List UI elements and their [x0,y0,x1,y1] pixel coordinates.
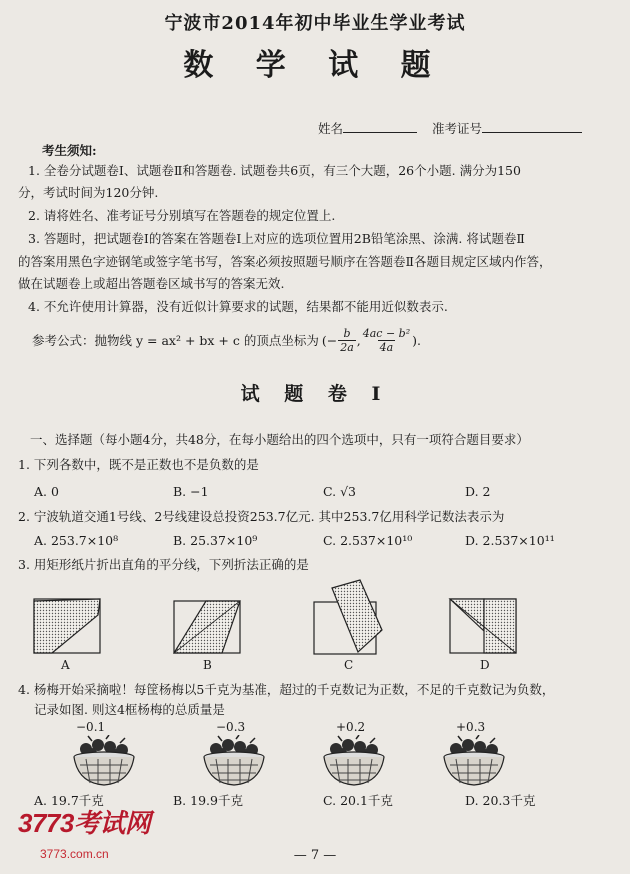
basket-value-4: +0.3 [456,720,486,734]
exam-title: 宁波市2014年初中毕业生学业考试 [164,13,466,34]
id-field [432,120,582,137]
instruction-2: 2. 请将姓名、准考证号分别填写在答题卷的规定位置上. [28,208,336,223]
basket-icon-3 [318,735,390,787]
name-label: 姓名 [318,121,344,136]
instruction-1-line-2: 分，考试时间为120分钟. [18,185,159,200]
id-label: 准考证号 [432,121,483,136]
q3-figure-c [310,578,385,656]
q3-label-a: A [61,658,70,672]
basket-icon-1 [68,735,140,787]
basket-value-1: −0.1 [76,720,106,734]
instructions-heading: 考生须知: [42,143,97,158]
q2-option-b: B. 25.37×10⁹ [173,533,258,548]
q1-option-c: C. √3 [323,484,356,499]
basket-value-2: −0.3 [216,720,246,734]
q3-figure-d [446,585,521,655]
instruction-3-line-1: 3. 答题时，把试题卷Ⅰ的答案在答题卷Ⅰ上对应的选项位置用2B铅笔涂黑、涂满. 将试题卷Ⅱ [28,231,525,246]
formula-fraction-1 [338,327,356,354]
formula-num-2: 4ac − b² [362,326,411,340]
q2-option-d: D. 2.537×10¹¹ [465,533,555,548]
q3-label-d: D [480,658,490,672]
formula-open: (− [321,332,338,348]
q4-option-a: A. 19.7千克 [34,793,104,808]
basket-icon-2 [198,735,270,787]
basket-icon-4 [438,735,510,787]
basket-value-3: +0.2 [336,720,366,734]
q1-option-d: D. 2 [465,484,491,499]
formula-comma: , [356,332,361,348]
q3-stem: 3. 用矩形纸片折出直角的平分线，下列折法正确的是 [18,557,309,572]
formula-num-1: b [343,326,351,340]
name-field [318,120,417,137]
q4-option-b: B. 19.9千克 [173,793,243,808]
q2-option-c: C. 2.537×10¹⁰ [323,533,413,548]
formula-fraction-2 [363,327,410,354]
instruction-4: 4. 不允许使用计算器，没有近似计算要求的试题，结果都不能用近似数表示. [28,299,448,314]
q1-stem: 1. 下列各数中，既不是正数也不是负数的是 [18,457,259,472]
q3-label-c: C [344,658,354,672]
q4-stem-line-2: 记录如图. 则这4框杨梅的总质量是 [34,702,225,717]
watermark-logo: 3773考试网 [18,808,151,838]
q4-option-c: C. 20.1千克 [323,793,393,808]
q3-figure-b [170,585,245,655]
part-1-heading: 一、选择题（每小题4分，共48分，在每小题给出的四个选项中，只有一项符合题目要求） [30,432,529,447]
name-blank [343,120,417,133]
q2-stem: 2. 宁波轨道交通1号线、2号线建设总投资253.7亿元. 其中253.7亿用科学记数法表示为 [18,509,505,524]
q3-label-b: B [203,658,212,672]
q3-figure-a [30,585,105,655]
formula-close: ). [412,332,421,348]
instruction-3-line-2: 的答案用黑色字迹钢笔或签字笔书写，答案必须按照题号顺序在答题卷Ⅱ各题目规定区域内作答， [18,254,552,269]
q4-option-d: D. 20.3千克 [465,793,536,808]
formula-prefix: 参考公式：抛物线 y = ax² + bx + c 的顶点坐标为 [32,333,319,348]
section-title: 试 题 卷 Ⅰ [240,383,390,405]
formula-den-2: 4a [379,340,394,354]
instruction-3-line-3: 做在试题卷上或超出答题卷区域书写的答案无效. [18,276,285,291]
q2-option-a: A. 253.7×10⁸ [34,533,119,548]
watermark-url: 3773.com.cn [40,847,109,861]
id-blank [482,120,582,133]
q1-option-b: B. −1 [173,484,209,499]
reference-formula [32,322,421,358]
page-number: — 7 — [293,848,337,863]
subject-title: 数 学 试 题 [183,48,447,83]
q1-option-a: A. 0 [34,484,59,499]
formula-den-1: 2a [340,340,354,354]
q4-stem-line-1: 4. 杨梅开始采摘啦！每筐杨梅以5千克为基准，超过的千克数记为正数，不足的千克数记为负数， [18,682,555,697]
instruction-1-line-1: 1. 全卷分试题卷Ⅰ、试题卷Ⅱ和答题卷. 试题卷共6页，有三个大题，26个小题. 满分为150 [28,163,521,178]
